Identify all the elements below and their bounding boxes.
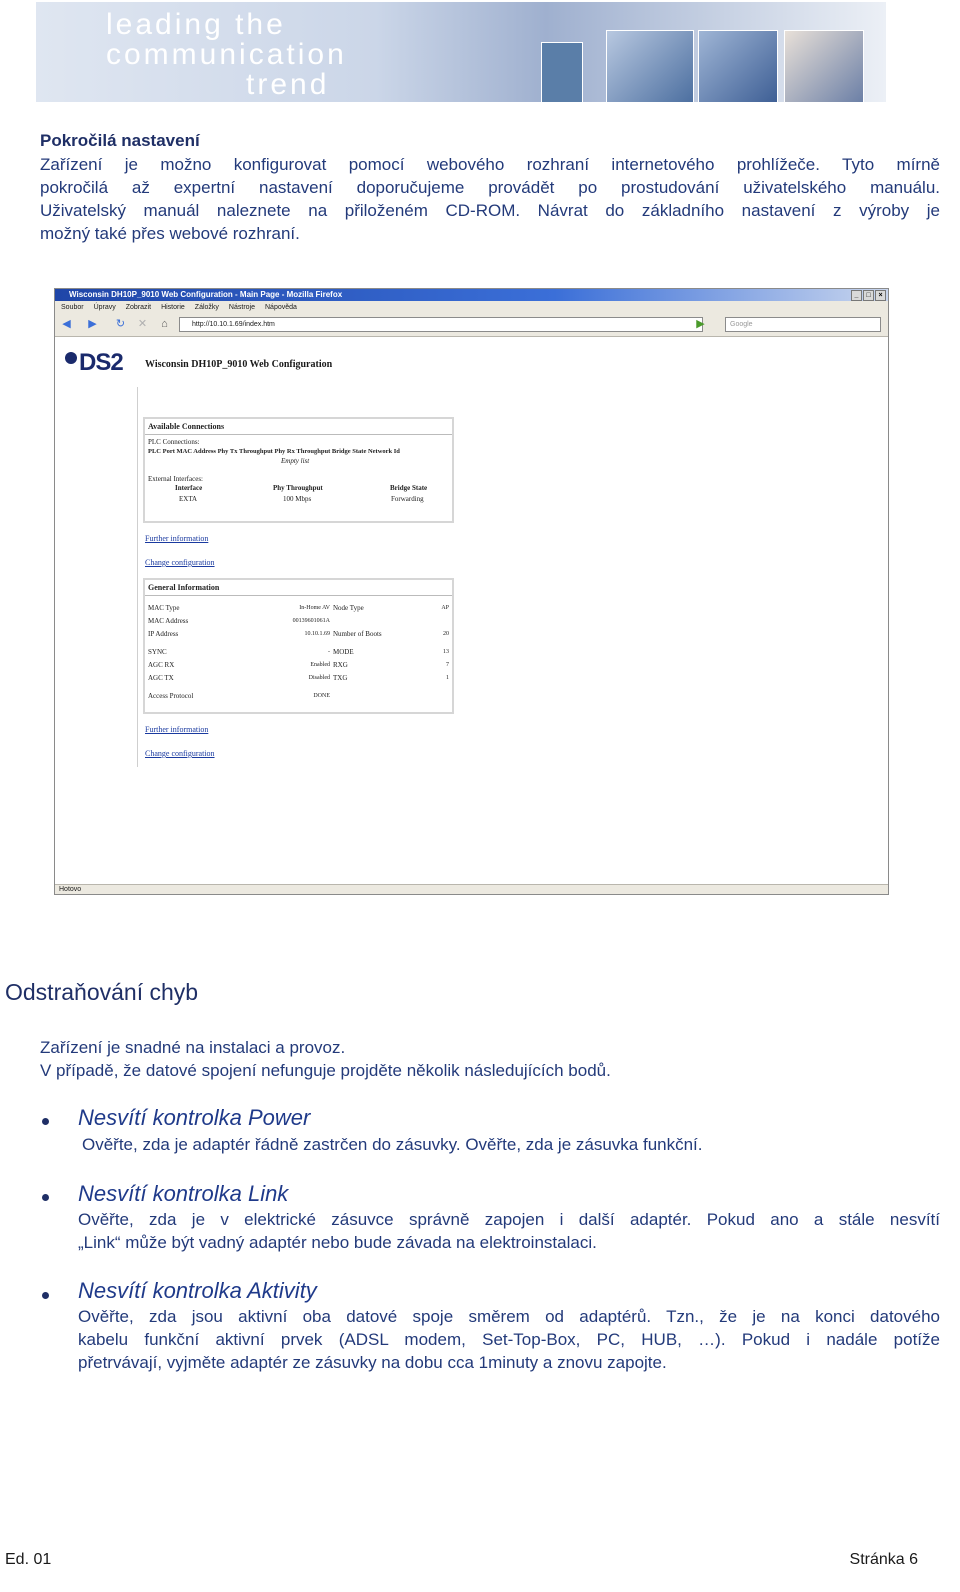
menu-item[interactable]: Nástroje [228,304,255,311]
info-label: AGC TX [148,674,174,682]
search-input[interactable]: Google [725,317,881,332]
ext-cell: Forwarding [391,495,424,503]
menu-bar [55,301,888,314]
info-row [145,690,452,703]
further-information-link[interactable]: Further information [145,725,209,734]
item-line: kabelu funkční aktivní prvek (ADSL modem, Set-Top-Box, PC, HUB, …). Pokud i nadále potíže [78,1330,940,1349]
banner-slogan-line-1: leading the [106,8,286,41]
item-heading: Nesvítí kontrolka Aktivity [78,1278,317,1303]
ds2-logo [65,349,129,379]
window-titlebar [55,289,888,301]
reload-icon[interactable]: ↻ [115,318,126,330]
panel-heading: General Information [145,580,452,596]
info-value: 20 [443,631,449,637]
home-icon[interactable]: ⌂ [161,318,168,330]
info-value: AP [441,605,449,611]
close-icon[interactable]: × [875,290,886,301]
banner-photo [541,42,583,102]
stop-icon[interactable]: ✕ [137,318,148,330]
item-line: „Link“ může být vadný adaptér nebo bude závada na elektroinstalaci. [78,1233,597,1252]
info-label: Access Protocol [148,692,194,700]
status-bar: Hotovo [55,884,888,894]
info-row [145,602,452,615]
item-text [78,1208,940,1254]
section-heading: Pokročilá nastavení [40,131,200,150]
menu-item[interactable]: Nápověda [265,304,297,311]
page-title: Wisconsin DH10P_9010 Web Configuration [145,359,333,370]
bullet-icon [42,1194,49,1201]
info-value: Enabled [310,662,330,668]
forward-icon[interactable]: ▶ [88,318,97,330]
footer-edition: Ed. 01 [5,1551,52,1568]
item-heading: Nesvítí kontrolka Power [78,1105,311,1130]
info-value: Disabled [308,675,330,681]
info-label: RXG [333,661,348,669]
plc-label: PLC Connections: [148,438,200,446]
browser-screenshot [54,288,889,895]
empty-list: Empty list [281,457,310,465]
banner-slogan-line-2: communication [106,38,347,71]
menu-item[interactable]: Soubor [61,304,84,311]
navigation-toolbar [55,314,888,337]
bullet-icon [42,1292,49,1299]
banner-photo [606,30,694,102]
info-value: 1 [446,675,449,681]
ext-header: Bridge State [390,484,428,492]
item-line: přetrvávají, vyjměte adaptér ze zásuvky na dobu cca 1minuty a znovu zapojte. [78,1353,667,1372]
menu-item[interactable]: Záložky [194,304,219,311]
available-connections-panel [143,417,454,523]
info-label: Number of Boots [333,630,382,638]
banner-photo [698,30,778,102]
panel-heading: Available Connections [145,419,452,435]
item-heading: Nesvítí kontrolka Link [78,1181,289,1206]
info-row [145,646,452,659]
item-line: Ověřte, zda jsou aktivní oba datové spoje směrem od adaptérů. Tzn., že je na konci datového [78,1307,940,1326]
item-text [78,1305,940,1374]
info-label: Node Type [333,604,364,612]
divider [137,387,138,767]
info-label: SYNC [148,648,167,656]
intro-line: pokročilá až expertní nastavení doporučujeme provádět po prostudování uživatelského manuálu. [40,178,940,197]
plc-columns: PLC Port MAC Address Phy Tx Throughput Phy Rx Throughput Bridge State Network Id [148,448,400,455]
go-icon[interactable]: ▶ [696,318,705,330]
ext-header: Phy Throughput [273,484,323,492]
change-configuration-link[interactable]: Change configuration [145,749,215,758]
banner-slogan-line-3: trend [246,68,330,101]
ext-data-row [145,494,452,505]
change-configuration-link[interactable]: Change configuration [145,558,215,567]
footer-page-number: Stránka 6 [849,1551,918,1568]
info-label: MAC Type [148,604,180,612]
ext-cell: EXTA [179,495,198,503]
item-text: Ověřte, zda je adaptér řádně zastrčen do zásuvky. Ověřte, zda je zásuvka funkční. [82,1135,703,1154]
further-information-link[interactable]: Further information [145,534,209,543]
info-row [145,615,452,628]
info-label: IP Address [148,630,179,638]
menu-item[interactable]: Historie [161,304,185,311]
info-value: 13 [443,649,449,655]
ext-header: Interface [175,484,203,492]
intro-paragraph [40,153,940,245]
header-banner [36,2,886,102]
general-information-panel [143,578,454,714]
trouble-intro-line: Zařízení je snadné na instalaci a provoz. [40,1038,346,1057]
info-value: In-Home AV [299,605,330,611]
maximize-icon[interactable]: □ [863,290,874,301]
menu-item[interactable]: Zobrazit [125,304,152,311]
bullet-icon [42,1118,49,1125]
info-value: 00139601061A [292,618,330,624]
web-page [55,337,888,884]
info-value: - [328,649,330,655]
ext-cell: 100 Mbps [283,495,312,503]
intro-line: Uživatelský manuál naleznete na přiloženém CD-ROM. Návrat do základního nastavení z výroby je [40,201,940,220]
info-value: 10.10.1.69 [304,631,330,637]
info-label: AGC RX [148,661,175,669]
menu-item[interactable]: Úpravy [93,304,116,311]
back-icon[interactable]: ◀ [62,318,71,330]
item-line: Ověřte, zda je v elektrické zásuvce správně zapojen i další adaptér. Pokud ano a stále nesvítí [78,1210,940,1229]
info-row [145,672,452,685]
address-bar[interactable]: http://10.10.1.69/index.htm [179,317,703,332]
trouble-intro-line: V případě, že datové spojení nefunguje projděte několik následujících bodů. [40,1061,611,1080]
window-title: Wisconsin DH10P_9010 Web Configuration - Main Page - Mozilla Firefox [69,290,343,299]
ext-header-row [145,483,452,494]
minimize-icon[interactable]: _ [851,290,862,301]
info-value: 7 [446,662,449,668]
section-title: Odstraňování chyb [5,979,199,1005]
info-row [145,659,452,672]
info-label: MODE [333,648,354,656]
info-row [145,628,452,641]
info-label: TXG [333,674,348,682]
logo-text: DS2 [79,349,123,376]
intro-line: možný také přes webové rozhraní. [40,224,300,243]
intro-line: Zařízení je možno konfigurovat pomocí webového rozhraní internetového prohlížeče. Tyto mírně [40,155,940,174]
info-label: MAC Address [148,617,189,625]
info-value: DONE [313,693,330,699]
external-label: External Interfaces: [148,475,203,483]
banner-photo [784,30,864,102]
